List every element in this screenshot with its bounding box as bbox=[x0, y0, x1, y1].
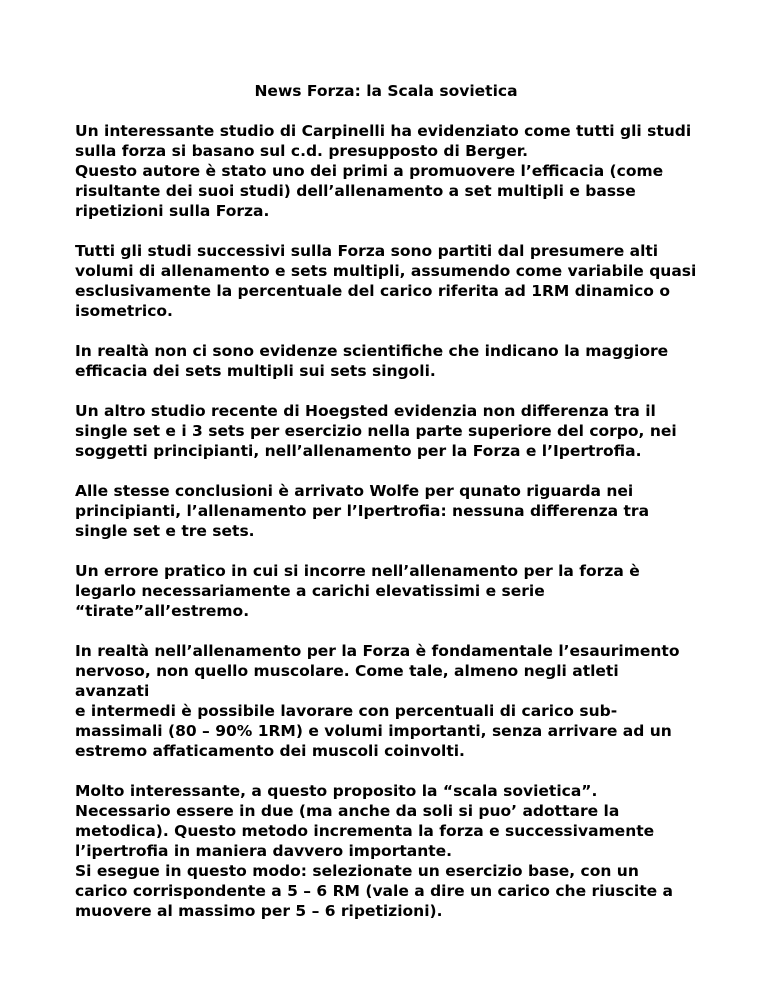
paragraph-scala-sovietica: Molto interessante, a questo proposito la “scala sovietica”. Necessario essere in due (ma anche da soli si puo’ adottare la metodica). Questo metodo incrementa la forza e successivamente l’ipertrofia in maniera davvero importante. bbox=[75, 782, 655, 860]
paragraph-berger: Questo autore è stato uno dei primi a promuovere l’efficacia (come risultante dei suoi studi) dell’allenamento a set multipli e basse ripetizioni sulla Forza. bbox=[75, 162, 664, 220]
paragraph-carpinelli: Un interessante studio di Carpinelli ha evidenziato come tutti gli studi sulla forza si basano sul c.d. presupposto di Berger. bbox=[75, 122, 692, 160]
paragraph-esaurimento-nervoso: In realtà nell’allenamento per la Forza è fondamentale l’esaurimento nervoso, non quello muscolare. Come tale, almeno negli atleti avanzati e intermedi è possibile lavorare con percentuali di carico sub- massimali (80 – 90% 1RM) e volumi importanti, senza arrivare ad un estremo affaticamento dei muscoli coinvolti. bbox=[75, 642, 680, 760]
paragraph-studi-successivi: Tutti gli studi successivi sulla Forza sono partiti dal presumere alti volumi di allenamento e sets multipli, assumendo come variabile quasi esclusivamente la percentuale del carico riferita ad 1RM dinamico o isometrico. bbox=[75, 242, 697, 320]
document-page bbox=[75, 81, 697, 941]
paragraph-wolfe: Alle stesse conclusioni è arrivato Wolfe per qunato riguarda nei principianti, l’allenamento per l’Ipertrofia: nessuna differenza tra single set e tre sets. bbox=[75, 482, 650, 540]
document-title: News Forza: la Scala sovietica bbox=[254, 82, 518, 100]
paragraph-hoegsted: Un altro studio recente di Hoegsted evidenzia non differenza tra il single set e i 3 sets per esercizio nella parte superiore del corpo, nei soggetti principianti, nell’allenamento per la Forza e l’Ipertrofia. bbox=[75, 402, 677, 460]
paragraph-esecuzione: Si esegue in questo modo: selezionate un esercizio base, con un carico corrispondente a 5 – 6 RM (vale a dire un carico che riuscite a muovere al massimo per 5 – 6 ripetizioni). bbox=[75, 862, 673, 920]
paragraph-evidenze: In realtà non ci sono evidenze scientifiche che indicano la maggiore efficacia dei sets multipli sui sets singoli. bbox=[75, 342, 669, 380]
paragraph-errore-pratico: Un errore pratico in cui si incorre nell’allenamento per la forza è legarlo necessariamente a carichi elevatissimi e serie “tirate”all’estremo. bbox=[75, 562, 640, 620]
